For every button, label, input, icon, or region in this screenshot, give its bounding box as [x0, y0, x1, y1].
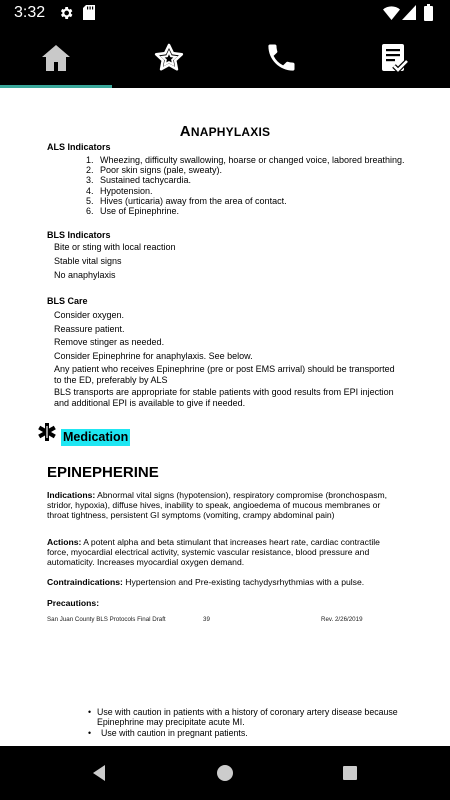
footer-page-number: 39: [203, 616, 210, 623]
bls-indicator-item: No anaphylaxis: [54, 270, 116, 280]
recents-icon[interactable]: [340, 763, 360, 783]
system-nav-bar: [0, 746, 450, 800]
bls-care-item: BLS transports are appropriate for stable patients with good results from EPI injection and additional EPI is available to give if needed.: [54, 387, 394, 408]
list-item: • Use with caution in pregnant patients.: [88, 727, 248, 738]
bls-care-item: Reassure patient.: [54, 324, 125, 334]
list-item: 2. Poor skin signs (pale, sweaty).: [86, 165, 223, 176]
status-bar: [0, 0, 450, 28]
page-title: ANAPHYLAXIS: [179, 123, 271, 140]
bls-indicators-heading: BLS Indicators: [47, 230, 111, 240]
als-indicators-list: [86, 155, 405, 216]
tab-checklist[interactable]: [338, 28, 450, 88]
bls-care-item: Consider oxygen.: [54, 310, 125, 320]
wifi-icon: [383, 6, 400, 20]
signal-icon: [402, 5, 416, 20]
document-page: [0, 88, 450, 746]
home-circle-icon[interactable]: [215, 763, 235, 783]
footer-title: San Juan County BLS Protocols Final Draft: [47, 616, 166, 623]
tab-favorites[interactable]: [113, 28, 226, 88]
back-icon[interactable]: [90, 763, 110, 783]
sd-card-icon: [83, 5, 95, 20]
als-indicators-heading: ALS Indicators: [47, 142, 111, 152]
medication-label: Medication: [63, 430, 129, 444]
precautions-list: [88, 707, 408, 738]
contraindications-paragraph: Contraindications: Hypertension and Pre-existing tachydysrhythmias with a pulse.: [47, 577, 365, 587]
home-icon: [40, 42, 72, 74]
list-item: 1. Wheezing, difficulty swallowing, hoarse or changed voice, labored breathing.: [86, 155, 405, 165]
drug-title: EPINEPHERINE: [47, 464, 159, 481]
battery-icon: [424, 4, 433, 21]
bls-care-heading: BLS Care: [47, 296, 88, 306]
bls-indicator-item: Bite or sting with local reaction: [54, 242, 176, 252]
bls-care-item: Remove stinger as needed.: [54, 337, 165, 347]
indications-paragraph: Indications: Abnormal vital signs (hypotension), respiratory compromise (bronchospasm, stridor, hypoxia), diffuse hives, inability to speak, angioedema of mucous membranes or throat tightness, persistent GI symptoms (vomiting, crampy abdominal pain): [47, 490, 388, 521]
tab-call[interactable]: [225, 28, 338, 88]
actions-paragraph: Actions: A potent alpha and beta stimulant that increases heart rate, cardiac contractile force, myocardial electrical activity, systemic vascular resistance, blood pressure and automaticity. Increases myocardial oxygen demand.: [47, 537, 380, 568]
list-item: 6. Use of Epinephrine.: [86, 206, 180, 217]
bls-care-item: Consider Epinephrine for anaphylaxis. See below.: [54, 351, 253, 361]
status-time: 3:32: [14, 4, 46, 21]
bls-indicator-item: Stable vital signs: [54, 256, 122, 266]
checklist-icon: [378, 42, 410, 74]
list-item: 3. Sustained tachycardia.: [86, 175, 192, 186]
tab-bar: [0, 28, 450, 88]
list-item: • Use with caution in patients with a history of coronary artery disease because Epinephrine may precipitate acute MI.: [88, 707, 398, 728]
footer-revision: Rev. 2/26/2019: [321, 616, 363, 623]
star-of-life-icon: [37, 422, 57, 442]
list-item: 4. Hypotension.: [86, 185, 153, 196]
list-item: 5. Hives (urticaria) away from the area of contact.: [86, 195, 287, 206]
tab-home[interactable]: [0, 28, 113, 88]
precautions-heading: Precautions:: [47, 598, 100, 608]
phone-icon: [265, 42, 297, 74]
gear-icon: [58, 5, 74, 21]
bls-care-item: Any patient who receives Epinephrine (pre or post EMS arrival) should be transported to the ED, preferably by ALS: [54, 364, 395, 385]
star-icon: [153, 42, 185, 74]
